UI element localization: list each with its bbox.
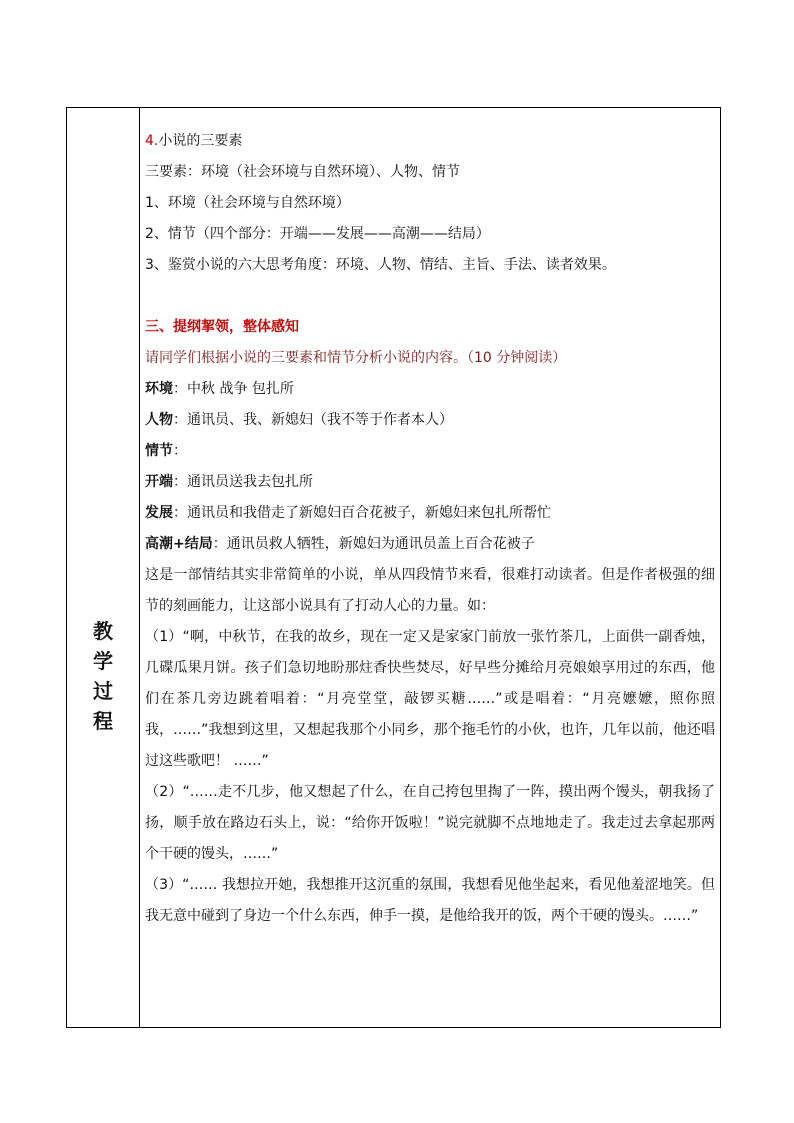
quote-1-paragraph: （1）“啊，中秋节，在我的故乡，现在一定又是家家门前放一张竹茶几，上面供一副香烛，几碟瓜果月饼。孩子们急切地盼那炷香快些焚尽，好早些分摊给月亮娘娘享用过的东西，他们在茶几旁边跳着唱着：“月亮堂堂，敲锣买糖……”或是唱着：“月亮嬷嬷，照你照我，……”我想到这里，又想起我那个小同乡，那个拖毛竹的小伙，也许，几年以前，他还唱过这些歌吧！ ……” xyxy=(145,629,715,769)
beginning-label: 开端 xyxy=(145,474,173,490)
element-plot-line: 2、情节（四个部分：开端——发展——高潮——结局） xyxy=(145,226,490,242)
section-4-number: 4. xyxy=(145,133,159,149)
quote-2-paragraph: （2）“……走不几步，他又想起了什么，在自己挎包里掏了一阵，摸出两个馒头，朝我扬了扬，顺手放在路边石头上，说：“给你开饭啦！”说完就脚不点地地走了。我走过去拿起那两个干硬的馒头，……” xyxy=(145,784,715,862)
development-label: 发展 xyxy=(145,505,173,521)
side-label-char: 过 xyxy=(93,679,113,703)
section-3-intro: 请同学们根据小说的三要素和情节分析小说的内容。（10 分钟阅读） xyxy=(145,350,567,366)
quote-3-paragraph: （3）“…… 我想拉开她，我想推开这沉重的氛围，我想看见他坐起来，看见他羞涩地笑。但我无意中碰到了身边一个什么东西，伸手一摸，是他给我开的饭，两个干硬的馒头。……” xyxy=(145,877,715,924)
plot-line xyxy=(145,436,715,467)
summary-paragraph: 这是一部情结其实非常简单的小说，单从四段情节来看，很难打动读者。但是作者极强的细节的刻画能力，让这部小说具有了打动人心的力量。如： xyxy=(145,567,715,614)
development-text: ：通讯员和我借走了新媳妇百合花被子，新媳妇来包扎所帮忙 xyxy=(173,505,551,521)
character-label: 人物 xyxy=(145,412,173,428)
climax-label: 高潮+结局 xyxy=(145,536,213,552)
beginning-text: ：通讯员送我去包扎所 xyxy=(173,474,313,490)
environment-line xyxy=(145,374,715,405)
appreciation-angles-line: 3、鉴赏小说的六大思考角度：环境、人物、情结、主旨、手法、读者效果。 xyxy=(145,257,616,273)
column-divider xyxy=(139,108,140,1027)
plot-label: 情节 xyxy=(145,443,173,459)
development-line xyxy=(145,498,715,529)
climax-text: ：通讯员救人牺牲，新媳妇为通讯员盖上百合花被子 xyxy=(212,536,535,552)
side-label-char: 学 xyxy=(93,649,113,673)
climax-line xyxy=(145,529,715,560)
character-line xyxy=(145,405,715,436)
section-4-title: 小说的三要素 xyxy=(158,133,243,149)
blank-line xyxy=(145,281,715,312)
section-4-heading xyxy=(145,126,715,157)
section-3-heading: 三、提纲挈领，整体感知 xyxy=(145,319,299,335)
environment-label: 环境 xyxy=(145,381,173,397)
environment-text: ：中秋 战争 包扎所 xyxy=(173,381,294,397)
side-label-teaching-process xyxy=(67,616,139,736)
lesson-content xyxy=(145,126,715,932)
three-elements-line: 三要素：环境（社会环境与自然环境）、人物、情节 xyxy=(145,164,460,180)
plot-text: ： xyxy=(173,443,187,459)
element-environment-line: 1、环境（社会环境与自然环境） xyxy=(145,195,350,211)
side-label-char: 教 xyxy=(93,619,113,643)
beginning-line xyxy=(145,467,715,498)
side-label-char: 程 xyxy=(93,709,113,733)
character-text: ：通讯员、我、新媳妇（我不等于作者本人） xyxy=(173,412,453,428)
